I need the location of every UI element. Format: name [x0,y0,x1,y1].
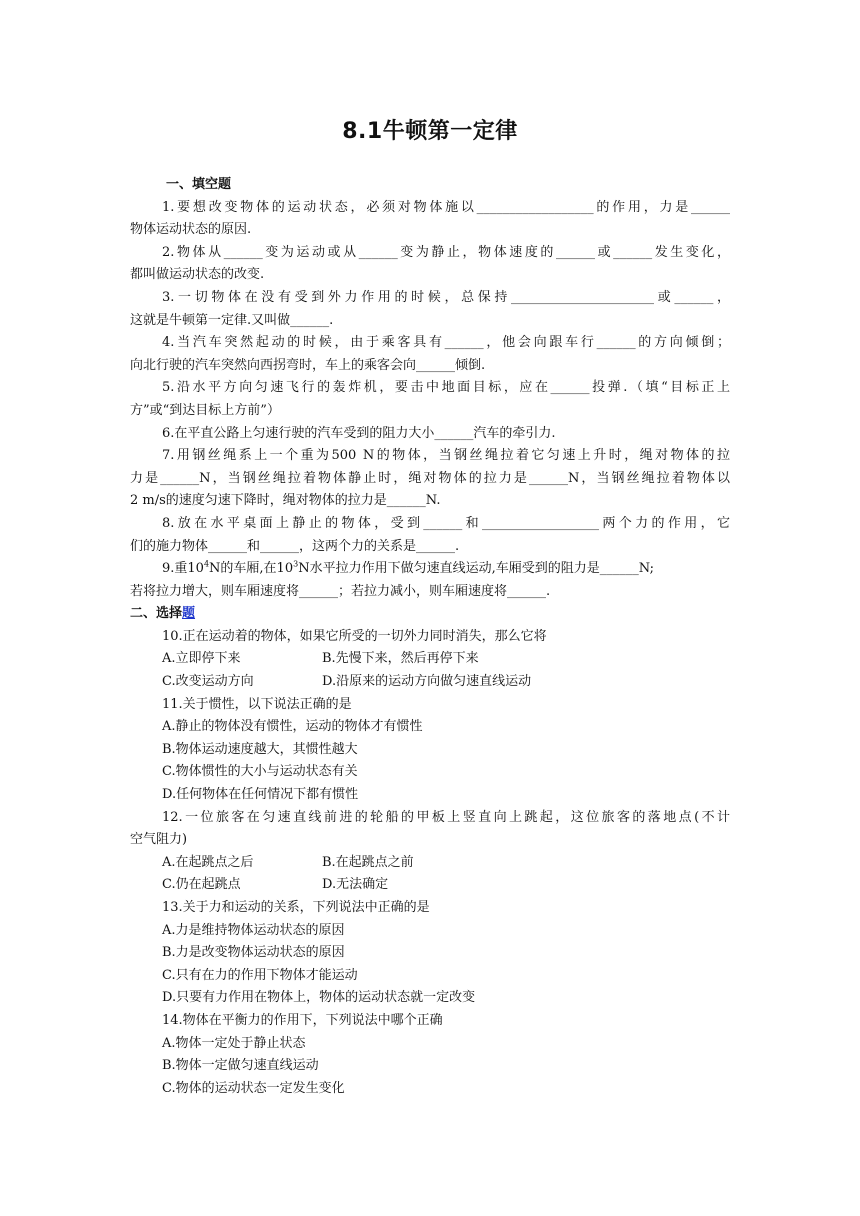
document-body [130,174,730,1100]
question-9-line-1 [130,558,730,581]
question-4-line-1: 4.当汽车突然起动的时候，由于乘客具有______，他会向跟车行______的方向倾倒； [162,335,730,351]
option-c: C.仍在起跳点 [162,877,241,893]
question-12-stem-line-1: 12.一位旅客在匀速直线前进的轮船的甲板上竖直向上跳起，这位旅客的落地点(不计 [162,809,730,825]
question-5-line-2: 方”或“到达目标上方前”） [130,402,280,418]
question-14-option-c: C.物体的运动状态一定发生变化 [162,1080,345,1096]
option-b: B.先慢下来，然后再停下来 [322,651,479,667]
option-a: A.在起跳点之后 [162,854,254,870]
question-4-line-2: 向北行驶的汽车突然向西拐弯时，车上的乘客会向______倾倒. [130,357,486,373]
question-9-text-b: N的车厢,在10 [209,561,294,577]
question-5-line-1: 5.沿水平方向匀速飞行的轰炸机，要击中地面目标，应在______投弹.（填“目标正上 [162,380,730,396]
question-9-exponent-1: 4 [203,559,210,569]
question-7-line-2: 力是______N，当钢丝绳拉着物体静止时，绳对物体的拉力是______N，当钢丝绳拉着物体以 [130,470,730,486]
section-heading-link[interactable]: 题 [182,606,196,622]
question-12-options-row-2 [130,874,730,897]
page-title: 8.1牛顿第一定律 [342,119,518,144]
section-heading-fill-in: 一、填空题 [166,177,232,192]
question-9-line-2: 若将拉力增大，则车厢速度将______；若拉力减小，则车厢速度将______. [130,583,551,599]
question-13-option-c: C.只有在力的作用下物体才能运动 [162,967,358,983]
question-2-line-1: 2.物体从______变为运动或从______变为静止，物体速度的______或______发生变化， [162,244,730,260]
question-2-line-2: 都叫做运动状态的改变. [130,267,265,283]
question-8-line-1: 8.放在水平桌面上静止的物体，受到______和__________________两个力的作用，它 [162,515,730,531]
question-11-option-b: B.物体运动速度越大，其惯性越大 [162,741,358,757]
question-9-exponent-2: 3 [293,559,299,569]
question-7-line-3: 2 m/s的速度匀速下降时，绳对物体的拉力是______N. [130,493,441,509]
question-11-option-d: D.任何物体在任何情况下都有惯性 [162,787,359,803]
section-heading-multiple-choice [130,603,730,626]
question-9-text-a: 9.重10 [162,561,204,577]
question-7-line-1: 7.用钢丝绳系上一个重为500 N的物体，当钢丝绳拉着它匀速上升时，绳对物体的拉 [162,448,730,464]
question-12-options-row-1 [130,852,730,875]
question-1-line-1: 1.要想改变物体的运动状态，必须对物体施以__________________的作用，力是______ [162,199,730,215]
question-14-stem: 14.物体在平衡力的作用下，下列说法中哪个正确 [162,1012,443,1028]
question-3-line-1: 3.一切物体在没有受到外力作用的时候，总保持______________________或______， [162,289,730,305]
question-9-text-c: N水平拉力作用下做匀速直线运动,车厢受到的阻力是______N; [298,561,655,577]
question-13-option-d: D.只要有力作用在物体上，物体的运动状态就一定改变 [162,990,476,1006]
question-12-stem-line-2: 空气阻力) [130,832,188,848]
option-d: D.无法确定 [322,877,389,893]
option-d: D.沿原来的运动方向做匀速直线运动 [322,674,532,690]
question-10-stem: 10.正在运动着的物体，如果它所受的一切外力同时消失，那么它将 [162,628,547,644]
question-13-option-b: B.力是改变物体运动状态的原因 [162,945,345,961]
question-14-option-b: B.物体一定做匀速直线运动 [162,1058,319,1074]
question-3-line-2: 这就是牛顿第一定律.又叫做______. [130,312,334,328]
option-b: B.在起跳点之前 [322,854,414,870]
question-6-line-1: 6.在平直公路上匀速行驶的汽车受到的阻力大小______汽车的牵引力. [162,425,556,441]
question-8-line-2: 们的施力物体______和______，这两个力的关系是______. [130,538,460,554]
question-10-options-row-2 [130,671,730,694]
question-14-option-a: A.物体一定处于静止状态 [162,1035,306,1051]
section-heading-text: 二、选择 [130,606,183,622]
question-13-option-a: A.力是维持物体运动状态的原因 [162,922,345,938]
question-10-options-row-1 [130,648,730,671]
question-13-stem: 13.关于力和运动的关系，下列说法中正确的是 [162,900,430,915]
question-11-option-a: A.静止的物体没有惯性，运动的物体才有惯性 [162,719,423,735]
option-c: C.改变运动方向 [162,674,254,690]
question-1-line-2: 物体运动状态的原因. [130,222,252,238]
question-11-option-c: C.物体惯性的大小与运动状态有关 [162,764,358,780]
question-11-stem: 11.关于惯性，以下说法正确的是 [162,696,352,712]
option-a: A.立即停下来 [162,651,241,667]
